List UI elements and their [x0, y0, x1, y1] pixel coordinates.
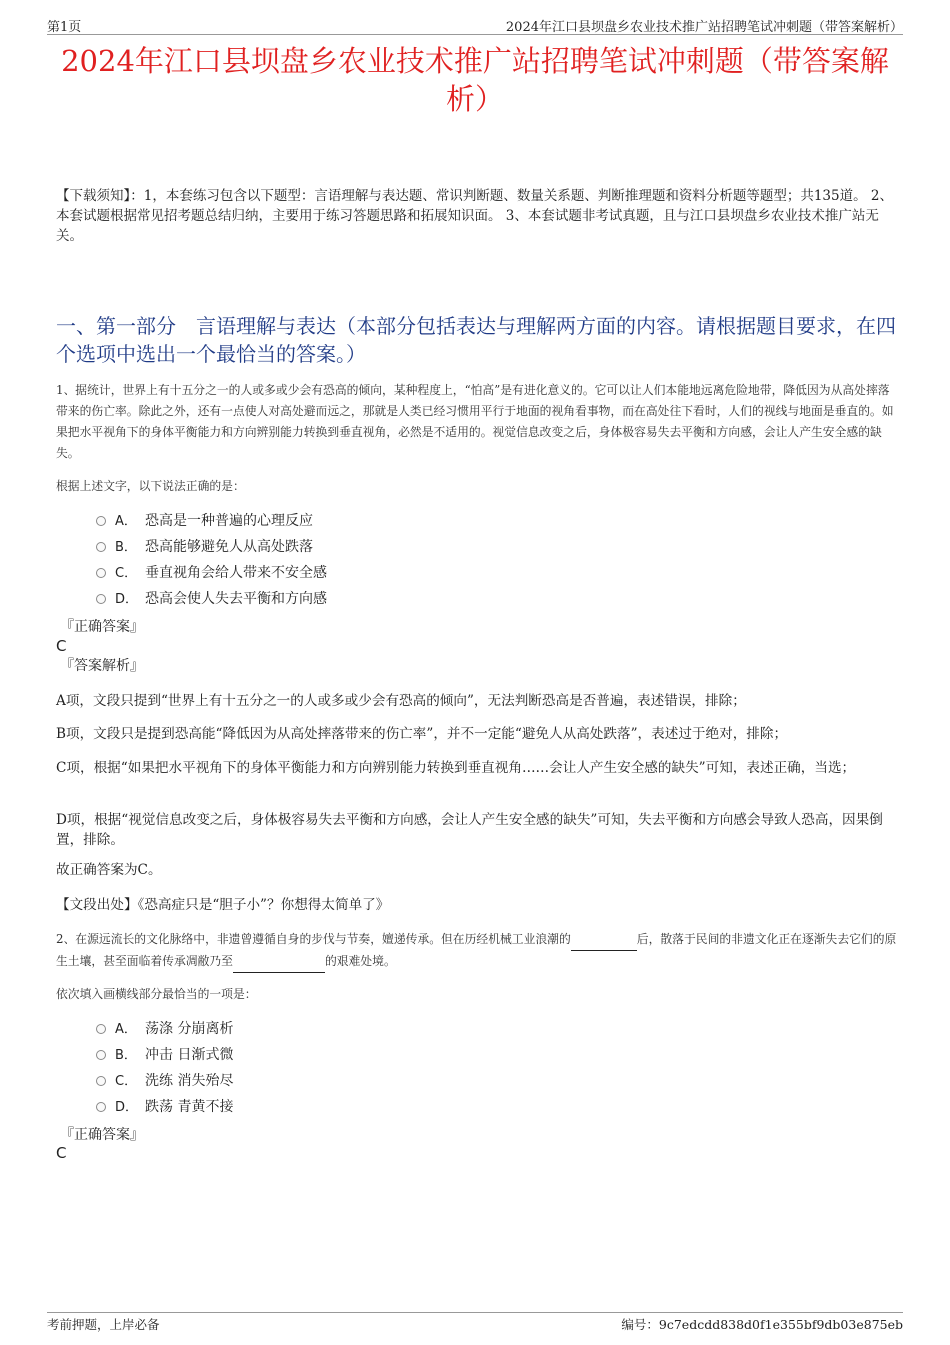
question-2-options	[96, 1016, 233, 1120]
fill-blank-1	[571, 929, 637, 951]
page-footer	[47, 1312, 903, 1335]
question-1-passage: 1、据统计，世界上有十五分之一的人或多或少会有恐高的倾向，某种程度上，“怕高”是有进化意义的。它可以让人们本能地远离危险地带，降低因为从高处摔落带来的伤亡率。除此之外，还有一点使人对高处避而远之，那就是人类已经习惯用平行于地面的视角看事物，而在高处往下看时，人们的视线与地面是垂直的。如果把水平视角下的身体平衡能力和方向辨别能力转换到垂直视角，必然是不适用的。视觉信息改变之后，身体极容易失去平衡和方向感，会让人产生安全感的缺失。	[56, 383, 894, 460]
document-serial: 编号：9c7edcdd838d0f1e355bf9db03e875eb	[621, 1317, 903, 1332]
download-notice: 【下载须知】：1，本套练习包含以下题型：言语理解与表达题、常识判断题、数量关系题、判断推理题和资料分析题等题型；共135道。 2、本套试题根据常见招考题总结归纳，主要用于练习答题思路和拓展知识面。 3、本套试题非考试真题，且与江口县坝盘乡农业技术推广站无关。	[56, 188, 893, 244]
correct-answer-label: 『正确答案』	[60, 619, 144, 635]
analysis-conclusion: 故正确答案为C。	[56, 862, 162, 878]
correct-answer-label: 『正确答案』	[60, 1127, 144, 1143]
analysis-d: D项，根据“视觉信息改变之后，身体极容易失去平衡和方向感，会让人产生安全感的缺失”可知，失去平衡和方向感会导致人恐高，因果倒置，排除。	[56, 812, 883, 848]
document-title: 2024年江口县坝盘乡农业技术推广站招聘笔试冲刺题（带答案解析）	[61, 44, 889, 116]
question-1-prompt: 根据上述文字，以下说法正确的是：	[56, 479, 245, 493]
radio-icon[interactable]	[96, 516, 106, 526]
radio-icon[interactable]	[96, 1024, 106, 1034]
option-c[interactable]: C． 洗练 消失殆尽	[96, 1068, 233, 1094]
option-b[interactable]: B． 恐高能够避免人从高处跌落	[96, 534, 327, 560]
option-c[interactable]: C． 垂直视角会给人带来不安全感	[96, 560, 327, 586]
radio-icon[interactable]	[96, 1102, 106, 1112]
option-d[interactable]: D． 恐高会使人失去平衡和方向感	[96, 586, 327, 612]
analysis-b: B项，文段只是提到恐高能“降低因为从高处摔落带来的伤亡率”，并不一定能“避免人从高处跌落”，表述过于绝对，排除；	[56, 726, 788, 742]
fill-blank-2	[233, 951, 325, 973]
radio-icon[interactable]	[96, 1076, 106, 1086]
page-header	[47, 14, 903, 35]
footer-slogan: 考前押题，上岸必备	[47, 1317, 160, 1332]
analysis-c: C项，根据“如果把水平视角下的身体平衡能力和方向辨别能力转换到垂直视角……会让人产生安全感的缺失”可知，表述正确，当选；	[56, 760, 856, 776]
option-b[interactable]: B． 冲击 日渐式微	[96, 1042, 233, 1068]
question-2-passage: 2、在源远流长的文化脉络中，非遗曾遵循自身的步伐与节奏，嬗递传承。但在历经机械工业浪潮的 后，散落于民间的非遗文化正在逐渐失去它们的原生土壤，甚至面临着传承凋敝乃至 的艰难处境。	[56, 929, 898, 973]
analysis-a: A项，文段只提到“世界上有十五分之一的人或多或少会有恐高的倾向”，无法判断恐高是否普遍，表述错误，排除；	[56, 693, 746, 709]
section-heading: 一、第一部分 言语理解与表达（本部分包括表达与理解两方面的内容。请根据题目要求，在四个选项中选出一个最恰当的答案。）	[56, 314, 896, 366]
page-number: 第1页	[47, 20, 82, 35]
option-a[interactable]: A． 恐高是一种普遍的心理反应	[96, 508, 327, 534]
option-d[interactable]: D． 跌荡 青黄不接	[96, 1094, 233, 1120]
option-a[interactable]: A． 荡涤 分崩离析	[96, 1016, 233, 1042]
analysis-label: 『答案解析』	[60, 658, 144, 674]
passage-source: 【文段出处】《恐高症只是“胆子小”？你想得太简单了》	[56, 897, 390, 913]
radio-icon[interactable]	[96, 594, 106, 604]
radio-icon[interactable]	[96, 568, 106, 578]
correct-answer-value: C	[56, 1144, 67, 1162]
radio-icon[interactable]	[96, 542, 106, 552]
question-2-prompt: 依次填入画横线部分最恰当的一项是：	[56, 987, 257, 1001]
header-doc-title: 2024年江口县坝盘乡农业技术推广站招聘笔试冲刺题（带答案解析）	[505, 20, 903, 35]
correct-answer-value: C	[56, 637, 67, 655]
question-1-options	[96, 508, 327, 612]
radio-icon[interactable]	[96, 1050, 106, 1060]
